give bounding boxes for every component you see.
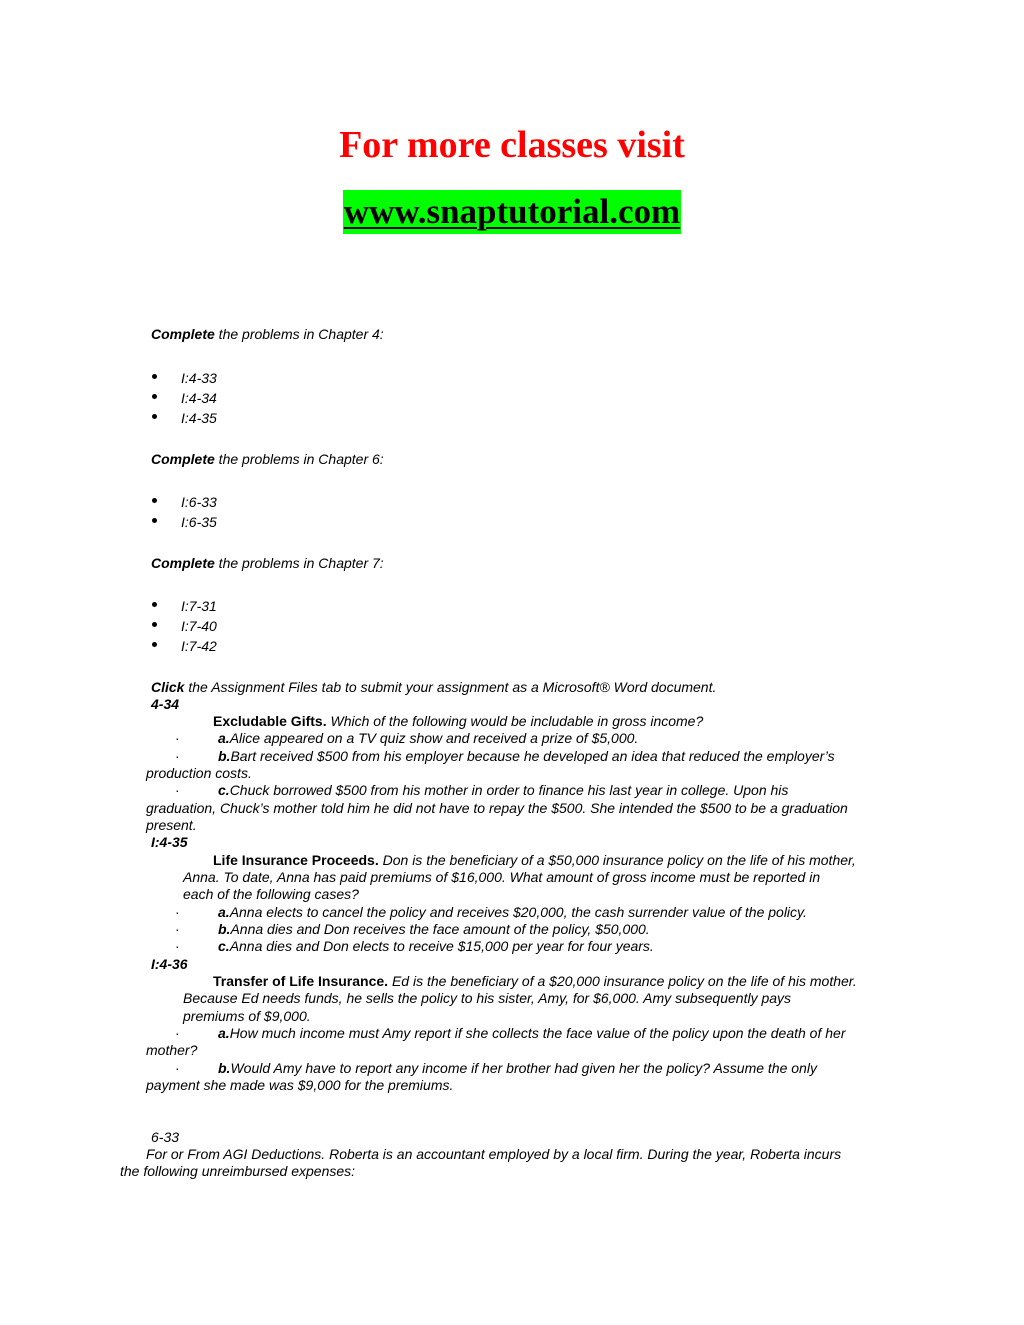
option-b: b.Would Amy have to report any income if her brother had given her the policy? Assume the only [218,1060,817,1076]
option-b-continued: production costs. [146,765,252,781]
dot-marker: · [175,921,180,937]
bullet-icon [151,597,159,605]
option-a: a.Anna elects to cancel the policy and receives $20,000, the cash surrender value of the policy. [218,904,807,920]
problem-text: the following unreimbursed expenses: [120,1163,356,1179]
chapter-7-instruction: Complete the problems in Chapter 7: [151,555,384,571]
bullet-icon [151,637,159,645]
option-c-continued: graduation, Chuck’s mother told him he did not have to repay the $500. She intended the $500 to be a graduation [146,800,848,816]
list-item: I:4-33 [181,370,217,386]
dot-marker: · [175,904,180,920]
problem-number: I:4-35 [151,834,188,850]
problem-number: 4-34 [151,696,180,712]
problem-heading-line: Life Insurance Proceeds. Don is the beneficiary of a $50,000 insurance policy on the life of his mother, [213,852,856,868]
option-a-continued: mother? [146,1042,198,1058]
option-b: b.Anna dies and Don receives the face amount of the policy, $50,000. [218,921,650,937]
problem-number: 6-33 [151,1129,180,1145]
list-item: I:7-31 [181,598,217,614]
problem-text: Because Ed needs funds, he sells the policy to his sister, Amy, for $6,000. Amy subsequently pays [183,990,792,1006]
dot-marker: · [175,1060,180,1076]
option-c: c.Chuck borrowed $500 from his mother in order to finance his last year in college. Upon his [218,782,789,798]
list-item: I:4-35 [181,410,217,426]
bullet-icon [151,369,159,377]
submit-instruction: Click the Assignment Files tab to submit your assignment as a Microsoft® Word document. [151,679,717,695]
bullet-icon [151,513,159,521]
bullet-icon [151,389,159,397]
dot-marker: · [175,938,180,954]
option-b: b.Bart received $500 from his employer because he developed an idea that reduced the employer’s [218,748,835,764]
problem-text: each of the following cases? [183,886,359,902]
site-link[interactable]: www.snaptutorial.com [343,190,681,234]
option-a: a.How much income must Amy report if she collects the face value of the policy upon the death of her [218,1025,846,1041]
list-item: I:6-33 [181,494,217,510]
bullet-icon [151,493,159,501]
dot-marker: · [175,782,180,798]
option-c: c.Anna dies and Don elects to receive $15,000 per year for four years. [218,938,654,954]
chapter-6-instruction: Complete the problems in Chapter 6: [151,451,384,467]
list-item: I:7-42 [181,638,217,654]
site-link-wrapper [0,190,1024,234]
dot-marker: · [175,1025,180,1041]
chapter-4-instruction: Complete the problems in Chapter 4: [151,326,384,342]
problem-number: I:4-36 [151,956,188,972]
list-item: I:6-35 [181,514,217,530]
problem-text: premiums of $9,000. [183,1008,311,1024]
option-a: a.Alice appeared on a TV quiz show and received a prize of $5,000. [218,730,639,746]
page-title: For more classes visit [339,124,685,166]
bullet-icon [151,617,159,625]
dot-marker: · [175,748,180,764]
problem-heading-line: Transfer of Life Insurance. Ed is the beneficiary of a $20,000 insurance policy on the life of his mother. [213,973,857,989]
problem-text: For or From AGI Deductions. Roberta is an accountant employed by a local firm. During the year, Roberta incurs [146,1146,842,1162]
option-c-continued: present. [146,817,197,833]
bullet-icon [151,409,159,417]
option-b-continued: payment she made was $9,000 for the premiums. [146,1077,454,1093]
list-item: I:4-34 [181,390,217,406]
list-item: I:7-40 [181,618,217,634]
problem-text: Anna. To date, Anna has paid premiums of $16,000. What amount of gross income must be reported in [183,869,821,885]
dot-marker: · [175,730,180,746]
problem-heading-line: Excludable Gifts. Which of the following would be includable in gross income? [213,713,704,729]
